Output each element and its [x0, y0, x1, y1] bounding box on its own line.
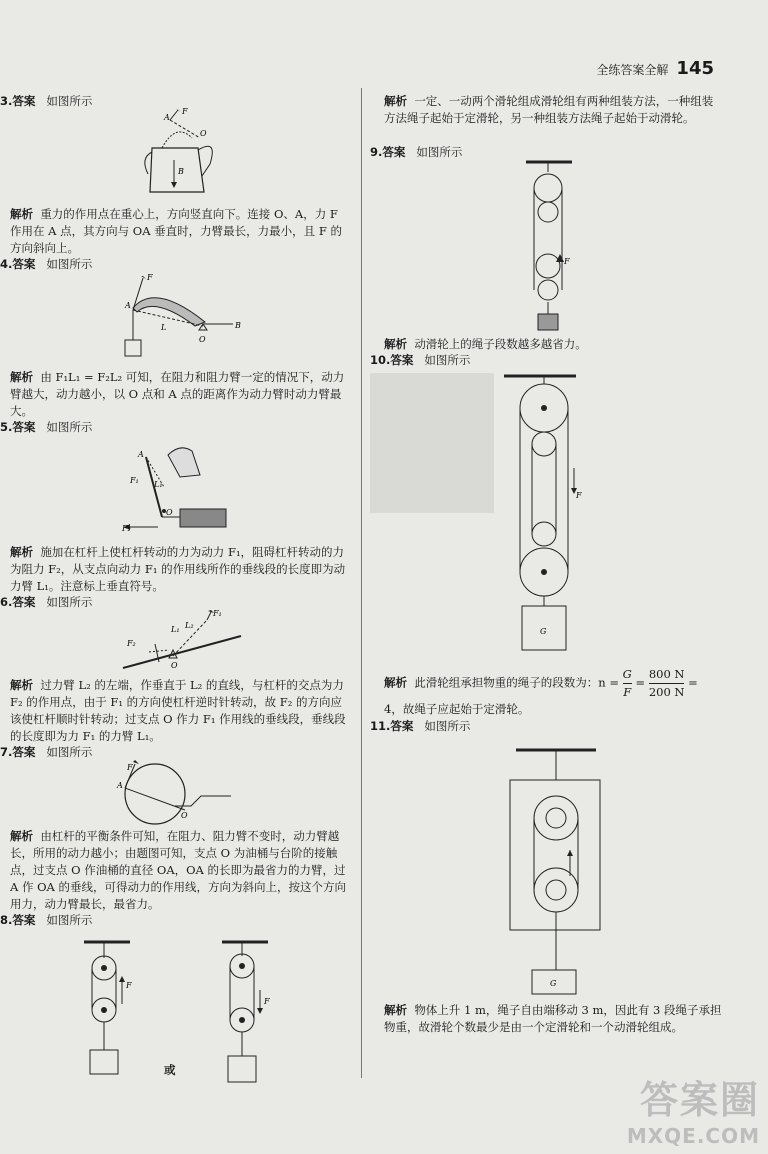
q11-answer: 11.答案 如图所示: [370, 719, 471, 733]
q11-analysis: 解析 物体上升 1 m，绳子自由端移动 3 m，因此有 3 段绳子承担物重，故滑轮个数最少是由一个定滑轮和一个动滑轮组成。: [384, 1003, 722, 1034]
q8-pulley-figure-b: [218, 938, 278, 1088]
q5-lever-figure: [120, 435, 230, 539]
svg-text:O: O: [181, 811, 188, 820]
q6-analysis: 解析 过力臂 L₂ 的左端，作垂直于 L₂ 的直线，与杠杆的交点为力 F₂ 的作用点，由于 F₁ 的方向使杠杆逆时针转动，故 F₂ 的方向应该使杠杆顺时针转动；过支点 O 作力 F₁ 作用线的垂线段，垂线段的长度即为力 F₁ 的力臂 L₁。: [10, 678, 346, 743]
svg-text:B: B: [235, 321, 241, 330]
column-divider: [361, 88, 362, 1078]
svg-text:A: A: [117, 781, 123, 790]
svg-text:B: B: [178, 167, 184, 176]
svg-text:L₂: L₂: [185, 621, 194, 630]
header-title: 全练答案全解: [596, 63, 669, 77]
q9-pulley-figure: [520, 158, 580, 334]
page-number: 145: [676, 58, 714, 79]
svg-text:F₁: F₁: [213, 609, 222, 618]
q8-pulley-figure-a: [80, 938, 140, 1078]
svg-text:O: O: [200, 129, 207, 138]
svg-text:O: O: [171, 661, 178, 670]
redacted-area: [370, 373, 494, 513]
q7-drum-figure: [115, 758, 235, 824]
q9-answer: 9.答案 如图所示: [370, 145, 463, 159]
q8-answer: 8.答案 如图所示: [0, 913, 93, 927]
svg-text:F: F: [576, 491, 582, 500]
svg-text:A: A: [125, 301, 131, 310]
svg-text:F: F: [147, 273, 153, 282]
q5-answer: 5.答案 如图所示: [0, 420, 93, 434]
q7-analysis: 解析 由杠杆的平衡条件可知，在阻力、阻力臂不变时，动力臂越长，所用的动力越小；由题图可知，支点 O 为油桶与台阶的接触点，过支点 O 作油桶的直径 OA，OA 的长即为最省力的力臂，过 A 作 OA 的垂线，可得动力的作用线，方向为斜向上，按这个方向用力，动力臂最长，最省力。: [10, 829, 347, 911]
svg-text:A: A: [138, 450, 144, 459]
svg-text:O: O: [199, 335, 206, 344]
q6-lever-figure: [115, 608, 245, 670]
svg-text:F: F: [264, 997, 270, 1006]
svg-text:F: F: [126, 981, 132, 990]
svg-text:G: G: [540, 627, 547, 636]
svg-text:L₁: L₁: [154, 480, 163, 489]
q4-answer: 4.答案 如图所示: [0, 257, 93, 271]
svg-text:F₂: F₂: [127, 639, 136, 648]
q6-answer: 6.答案 如图所示: [0, 595, 93, 609]
svg-text:L₁: L₁: [171, 625, 180, 634]
svg-text:A: A: [164, 113, 170, 122]
q9-analysis: 解析 动滑轮上的绳子段数越多越省力。: [384, 337, 587, 351]
svg-text:G: G: [550, 979, 557, 988]
q10-analysis: 解析 此滑轮组承担物重的绳子的段数为：n = $\frac{G}{F}$ = $\frac{800 N}{200 N}$ = 4，故绳子应起始于定滑轮。: [384, 667, 698, 716]
q3-answer: 3.答案 如图所示: [0, 94, 93, 108]
svg-text:O: O: [166, 508, 173, 517]
q3-analysis: 解析 重力的作用点在重心上，方向竖直向下。连接 O、A，力 F 作用在 A 点，其方向与 OA 垂直时，力臂最长，力最小，且 F 的方向斜向上。: [10, 207, 342, 255]
page-header: [596, 58, 714, 79]
q4-lever-figure: [115, 272, 255, 364]
svg-text:F: F: [182, 107, 188, 116]
q5-analysis: 解析 施加在杠杆上使杠杆转动的力为动力 F₁，阻碍杠杆转动的力为阻力 F₂，从支点向动力 F₁ 的作用线所作的垂线段的长度即为动力臂 L₁。注意标上垂直符号。: [10, 545, 346, 593]
svg-text:F: F: [127, 763, 133, 772]
svg-text:F: F: [564, 257, 570, 266]
or-label: 或: [164, 1063, 176, 1077]
q10-pulley-figure: [500, 372, 580, 662]
q11-pulley-figure: [506, 746, 606, 996]
svg-text:F₂: F₂: [122, 524, 131, 533]
q8-analysis: 解析 一定、一动两个滑轮组成滑轮组有两种组装方法，一种组装方法绳子起始于定滑轮，另一种组装方法绳子起始于动滑轮。: [384, 94, 714, 125]
svg-text:L: L: [161, 323, 167, 332]
q4-analysis: 解析 由 F₁L₁ = F₂L₂ 可知，在阻力和阻力臂一定的情况下，动力臂越大，动力越小，以 O 点和 A 点的距离作为动力臂时动力臂最大。: [10, 370, 345, 418]
q10-answer: 10.答案 如图所示: [370, 353, 471, 367]
q3-kettle-figure: [140, 108, 220, 200]
watermark: 答案圈 MXQE.COM: [626, 1078, 760, 1148]
svg-text:F₁: F₁: [130, 476, 139, 485]
q7-answer: 7.答案 如图所示: [0, 745, 93, 759]
